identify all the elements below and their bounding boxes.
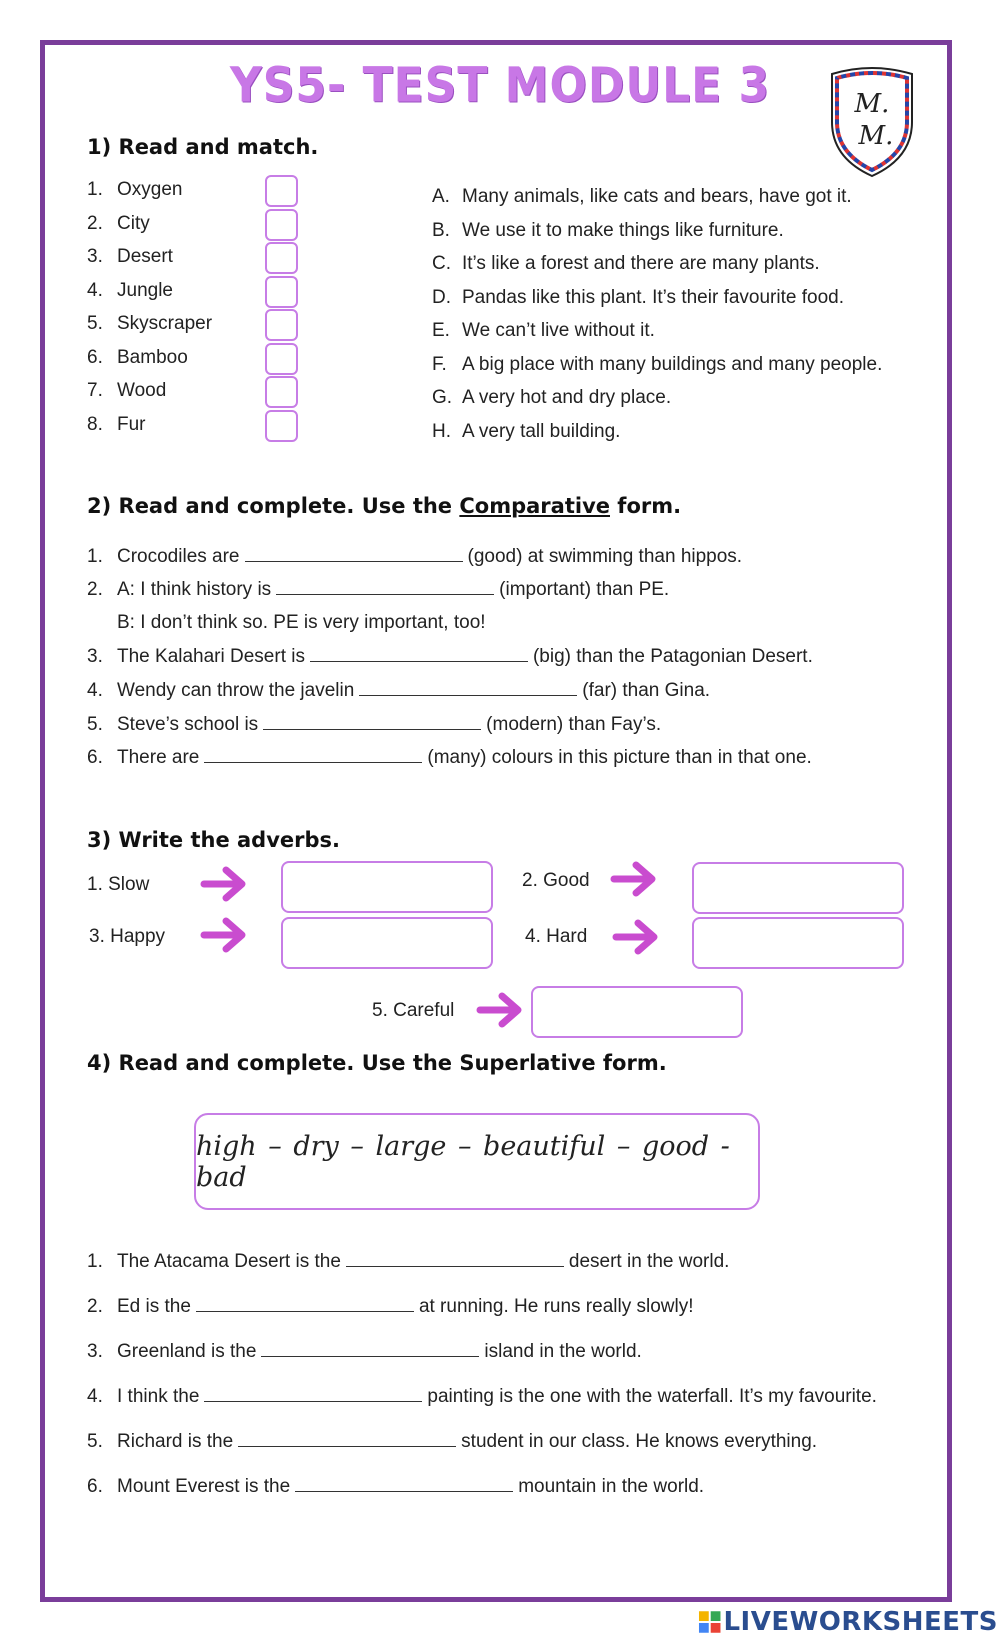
sentence-number: 6. (87, 747, 103, 768)
match-term-text: Jungle (117, 279, 173, 301)
definition-letter: E. (432, 320, 450, 341)
adverb-answer-box-2[interactable] (692, 862, 904, 914)
definition-text: Many animals, like cats and bears, have got it. (462, 186, 852, 207)
sentence-start: There are (117, 747, 200, 768)
match-definition (432, 186, 852, 208)
sentence-end: mountain in the world. (518, 1476, 705, 1497)
arrow-right-icon (200, 913, 250, 957)
superlative-answer-blank[interactable] (261, 1340, 479, 1357)
arrow-right-icon (610, 857, 660, 901)
crest-letter-1: M. (854, 89, 890, 119)
comparative-sentence (87, 713, 661, 736)
match-answer-box[interactable] (265, 276, 298, 308)
comparative-sentence (87, 612, 486, 634)
superlative-answer-blank[interactable] (204, 1385, 422, 1402)
match-term-number: 7. (87, 380, 103, 401)
section4-heading: 4) Read and complete. Use the Superlative form. (87, 1051, 667, 1075)
match-term (87, 280, 173, 302)
liveworksheets-logo-icon (698, 1610, 721, 1634)
superlative-sentence (87, 1385, 877, 1408)
adverb-answer-box-5[interactable] (531, 986, 743, 1038)
sentence-end: island in the world. (484, 1341, 642, 1362)
definition-letter: C. (432, 253, 451, 274)
arrow-right-icon (612, 915, 662, 959)
sentence-start: A: I think history is (117, 579, 272, 600)
adverb-answer-box-1[interactable] (281, 861, 493, 913)
sentence-number: 2. (87, 1296, 103, 1317)
match-answer-box[interactable] (265, 175, 298, 207)
section3-heading: 3) Write the adverbs. (87, 828, 341, 852)
match-answer-box[interactable] (265, 209, 298, 241)
match-term-text: Desert (117, 246, 173, 267)
comparative-sentence (87, 545, 742, 568)
comparative-answer-blank[interactable] (263, 713, 481, 730)
match-term (87, 179, 182, 201)
definition-letter: D. (432, 286, 451, 308)
match-term-number: 4. (87, 279, 103, 301)
match-definition (432, 421, 620, 443)
match-answer-box[interactable] (265, 309, 298, 341)
sentence-end: student in our class. He knows everything. (461, 1431, 818, 1452)
sentence-end: (good) at swimming than hippos. (467, 546, 743, 567)
comparative-answer-blank[interactable] (276, 578, 494, 595)
match-answer-box[interactable] (265, 410, 298, 442)
match-definition (432, 354, 882, 376)
sentence-end: desert in the world. (568, 1251, 730, 1272)
match-term (87, 213, 150, 235)
definition-text: We use it to make things like furniture. (462, 219, 784, 241)
definition-text: A very tall building. (462, 420, 621, 442)
superlative-answer-blank[interactable] (295, 1475, 513, 1492)
match-term (87, 380, 166, 402)
sentence-start: Richard is the (117, 1431, 234, 1452)
superlative-sentence (87, 1340, 642, 1363)
section2-heading-underlined: Comparative (459, 494, 610, 518)
sentence-end: painting is the one with the waterfall. It’s my favourite. (427, 1386, 877, 1407)
sentence-number: 4. (87, 680, 103, 701)
comparative-sentence (87, 746, 812, 769)
match-term-text: Wood (117, 380, 167, 401)
sentence-number: 4. (87, 1386, 103, 1407)
sentence-start: I think the (117, 1386, 200, 1407)
comparative-sentence (87, 679, 710, 702)
adverb-prompt-careful: 5. Careful (372, 1000, 455, 1021)
superlative-word-bank: high – dry – large – beautiful – good - bad (194, 1113, 760, 1210)
match-term-number: 2. (87, 212, 103, 234)
superlative-sentence (87, 1430, 817, 1453)
match-term-number: 1. (87, 179, 103, 200)
match-term-text: Skyscraper (117, 313, 213, 334)
sentence-start: Crocodiles are (117, 546, 240, 567)
adverb-prompt-good: 2. Good (522, 870, 590, 891)
definition-letter: F. (432, 353, 447, 375)
superlative-answer-blank[interactable] (238, 1430, 456, 1447)
match-term-text: Bamboo (117, 346, 188, 368)
comparative-answer-blank[interactable] (359, 679, 577, 696)
superlative-answer-blank[interactable] (196, 1295, 414, 1312)
adverb-prompt-slow: 1. Slow (87, 874, 150, 895)
superlative-sentence (87, 1295, 694, 1318)
sentence-start: The Kalahari Desert is (117, 646, 305, 667)
match-definition (432, 253, 820, 275)
sentence-start: Ed is the (117, 1296, 191, 1317)
shield-crest-icon (822, 60, 922, 180)
arrow-right-icon (200, 862, 250, 906)
comparative-sentence (87, 578, 669, 601)
section1-heading: 1) Read and match. (87, 135, 319, 159)
superlative-sentence (87, 1475, 704, 1498)
section2-heading (87, 494, 681, 518)
sentence-end: at running. He runs really slowly! (418, 1296, 694, 1317)
definition-text: We can’t live without it. (462, 320, 655, 341)
definition-text: A very hot and dry place. (462, 387, 672, 408)
footer-brand (698, 1606, 998, 1638)
match-term-number: 8. (87, 413, 103, 435)
match-definition (432, 220, 784, 242)
arrow-right-icon (476, 988, 526, 1032)
sentence-end: (important) than PE. (499, 579, 670, 600)
sentence-end: (modern) than Fay’s. (486, 714, 662, 735)
match-term-text: Oxygen (117, 179, 183, 200)
adverb-answer-box-4[interactable] (692, 917, 904, 969)
footer-brand-text: LIVEWORKSHEETS (723, 1607, 998, 1637)
comparative-answer-blank[interactable] (204, 746, 422, 763)
sentence-end: (many) colours in this picture than in that one. (427, 747, 812, 768)
section2-heading-pre: 2) Read and complete. Use the (87, 494, 460, 518)
sentence-end: (big) than the Patagonian Desert. (532, 646, 813, 667)
adverb-prompt-happy: 3. Happy (89, 926, 166, 947)
definition-letter: B. (432, 219, 450, 241)
match-term-number: 5. (87, 313, 103, 334)
sentence-start: The Atacama Desert is the (117, 1251, 341, 1272)
match-answer-box[interactable] (265, 242, 298, 274)
match-term-text: City (117, 212, 150, 234)
match-term-text: Fur (117, 413, 146, 435)
adverb-prompt-hard: 4. Hard (525, 926, 588, 947)
sentence-start: Greenland is the (117, 1341, 257, 1362)
match-definition (432, 320, 655, 342)
definition-letter: H. (432, 420, 451, 442)
crest-letter-2: M. (858, 121, 894, 151)
superlative-answer-blank[interactable] (346, 1250, 564, 1267)
definition-letter: G. (432, 387, 453, 408)
comparative-sentence (87, 645, 813, 668)
sentence-start: B: I don’t think so. PE is very important, too! (117, 612, 486, 633)
sentence-number: 6. (87, 1476, 103, 1497)
match-definition (432, 387, 671, 409)
comparative-answer-blank[interactable] (245, 545, 463, 562)
adverb-answer-box-3[interactable] (281, 917, 493, 969)
sentence-number: 3. (87, 646, 103, 667)
sentence-start: Steve’s school is (117, 714, 259, 735)
sentence-start: Wendy can throw the javelin (117, 680, 355, 701)
match-answer-box[interactable] (265, 376, 298, 408)
match-term-number: 6. (87, 346, 103, 368)
match-term (87, 414, 146, 436)
sentence-end: (far) than Gina. (582, 680, 711, 701)
sentence-number: 1. (87, 546, 103, 567)
match-term (87, 246, 173, 268)
section2-heading-post: form. (610, 494, 682, 518)
definition-text: It’s like a forest and there are many plants. (462, 253, 820, 274)
sentence-number: 5. (87, 714, 103, 735)
match-answer-box[interactable] (265, 343, 298, 375)
definition-text: Pandas like this plant. It’s their favourite food. (462, 286, 844, 308)
definition-letter: A. (432, 186, 450, 207)
definition-text: A big place with many buildings and many people. (462, 353, 883, 375)
match-term-number: 3. (87, 246, 103, 267)
sentence-number: 1. (87, 1251, 103, 1272)
comparative-answer-blank[interactable] (310, 645, 528, 662)
worksheet-title: YS5- TEST MODULE 3 (229, 57, 771, 114)
match-term (87, 313, 212, 335)
superlative-sentence (87, 1250, 729, 1273)
sentence-number: 5. (87, 1431, 103, 1452)
match-term (87, 347, 188, 369)
sentence-number: 2. (87, 579, 103, 600)
sentence-number: 3. (87, 1341, 103, 1362)
match-definition (432, 287, 844, 309)
sentence-start: Mount Everest is the (117, 1476, 291, 1497)
